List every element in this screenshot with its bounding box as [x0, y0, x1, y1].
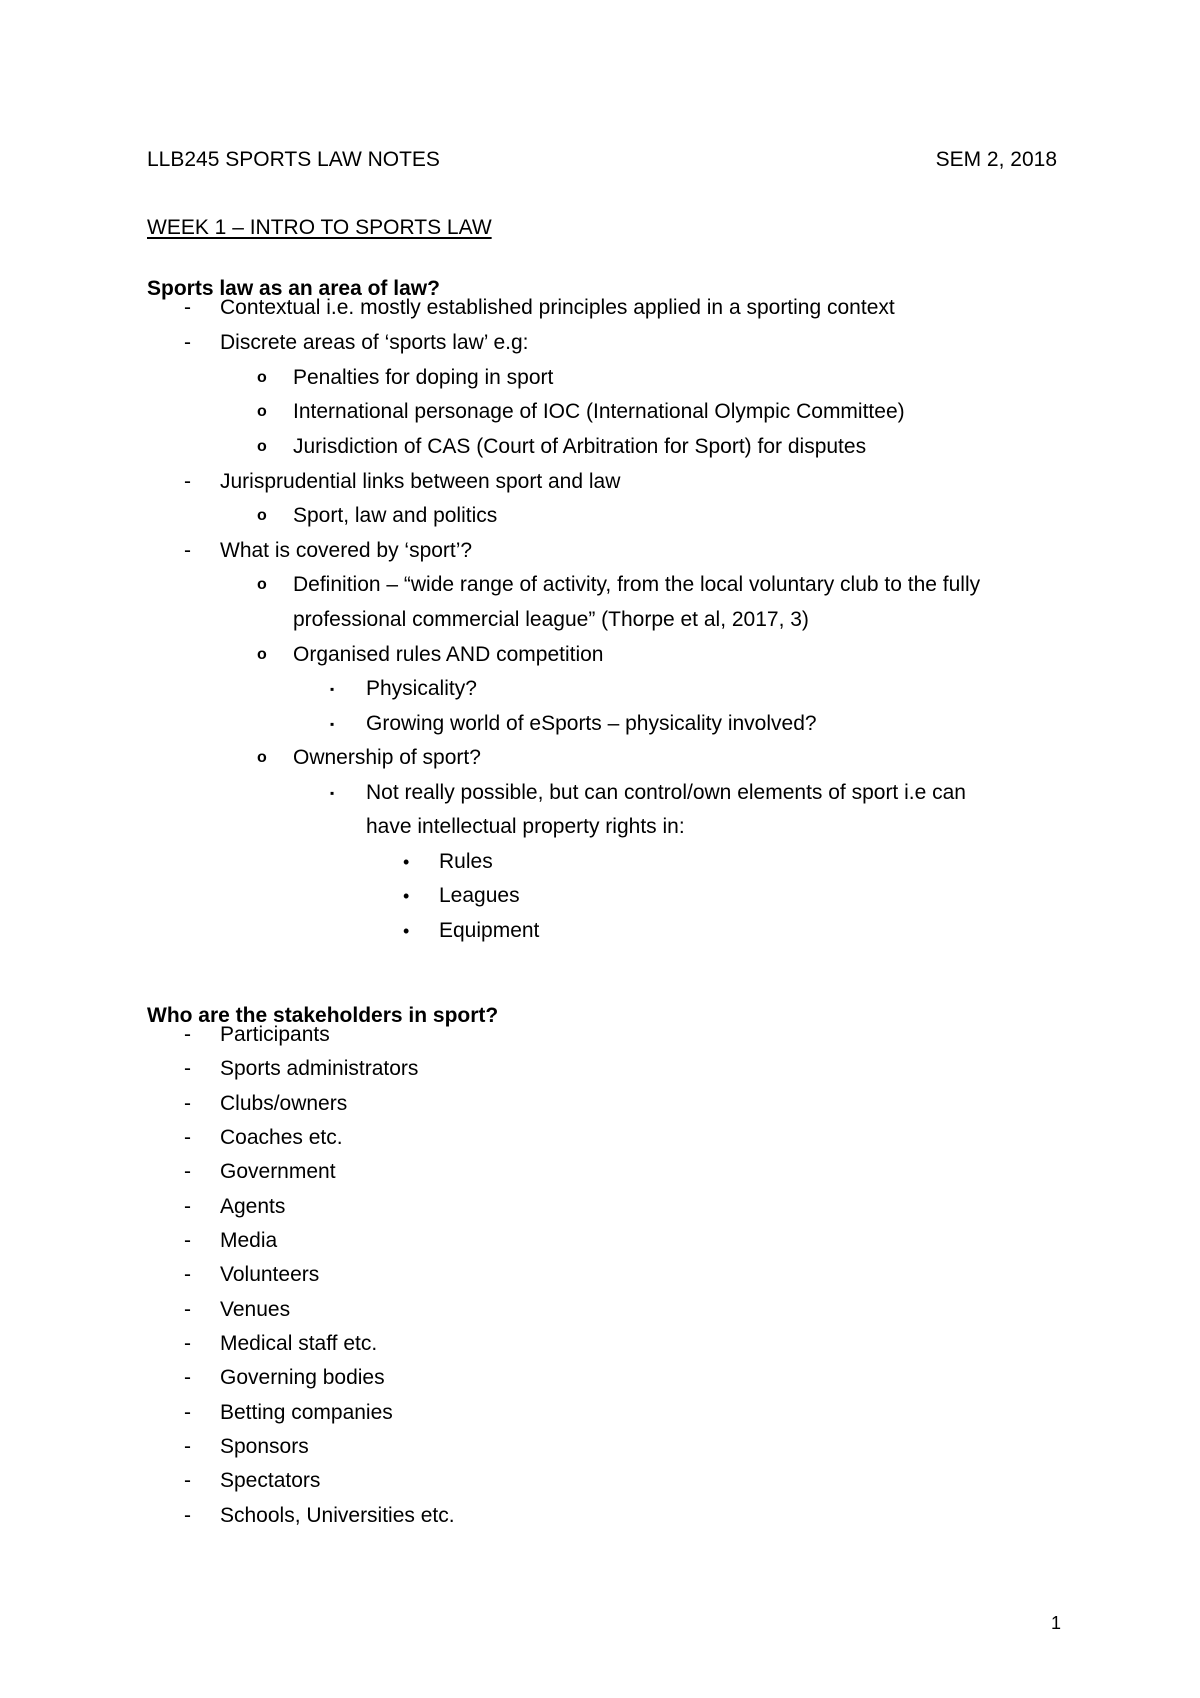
dash-bullet: -	[184, 1023, 191, 1046]
list-item: - Sports administrators	[0, 1055, 1200, 1083]
list-item: o Jurisdiction of CAS (Court of Arbitration for Sport) for disputes	[0, 433, 1200, 461]
list-item: - Schools, Universities etc.	[0, 1502, 1200, 1530]
section-heading: Who are the stakeholders in sport?	[147, 1004, 499, 1027]
list-item: - What is covered by ‘sport’?	[0, 537, 1200, 565]
list-item: o Penalties for doping in sport	[0, 364, 1200, 392]
list-item: - Discrete areas of ‘sports law’ e.g:	[0, 329, 1200, 357]
dash-bullet: -	[184, 1057, 191, 1080]
circle-bullet: o	[257, 438, 267, 455]
dot-bullet: •	[403, 886, 410, 906]
dash-bullet: -	[184, 1229, 191, 1252]
list-item: - Spectators	[0, 1467, 1200, 1495]
square-bullet: ▪	[330, 786, 335, 800]
dot-bullet: •	[403, 852, 410, 872]
dot-bullet: •	[403, 921, 410, 941]
dash-bullet: -	[184, 1401, 191, 1424]
list-item: - Volunteers	[0, 1261, 1200, 1289]
list-item: ▪ Not really possible, but can control/own elements of sport i.e can	[0, 779, 1200, 807]
list-item: - Medical staff etc.	[0, 1330, 1200, 1358]
list-item: • Rules	[0, 848, 1200, 876]
list-item: - Participants	[0, 1021, 1200, 1049]
dash-bullet: -	[184, 1160, 191, 1183]
dash-bullet: -	[184, 1366, 191, 1389]
page-number: 1	[1051, 1613, 1062, 1633]
circle-bullet: o	[257, 369, 267, 386]
list-item: • Leagues	[0, 882, 1200, 910]
course-title: LLB245 SPORTS LAW NOTES	[147, 148, 440, 171]
section-heading: Sports law as an area of law?	[147, 277, 440, 300]
circle-bullet: o	[257, 576, 267, 593]
list-item: ▪ Growing world of eSports – physicality involved?	[0, 710, 1200, 738]
list-item: - Governing bodies	[0, 1364, 1200, 1392]
list-item: o Sport, law and politics	[0, 502, 1200, 530]
page-header	[147, 148, 1057, 176]
dash-bullet: -	[184, 1332, 191, 1355]
list-item: - Sponsors	[0, 1433, 1200, 1461]
circle-bullet: o	[257, 403, 267, 420]
semester-label: SEM 2, 2018	[935, 148, 1057, 171]
square-bullet: ▪	[330, 682, 335, 696]
dash-bullet: -	[184, 1435, 191, 1458]
list-item: - Coaches etc.	[0, 1124, 1200, 1152]
dash-bullet: -	[184, 470, 191, 493]
list-item: o International personage of IOC (International Olympic Committee)	[0, 398, 1200, 426]
dash-bullet: -	[184, 1263, 191, 1286]
list-item: ▪ Physicality?	[0, 675, 1200, 703]
dash-bullet: -	[184, 296, 191, 319]
dash-bullet: -	[184, 1126, 191, 1149]
dash-bullet: -	[184, 1469, 191, 1492]
circle-bullet: o	[257, 646, 267, 663]
dash-bullet: -	[184, 1504, 191, 1527]
list-item: - Venues	[0, 1296, 1200, 1324]
list-item: o Definition – “wide range of activity, from the local voluntary club to the fully	[0, 571, 1200, 599]
circle-bullet: o	[257, 749, 267, 766]
list-item-continuation: professional commercial league” (Thorpe et al, 2017, 3)	[293, 608, 809, 631]
list-item: - Contextual i.e. mostly established principles applied in a sporting context	[0, 294, 1200, 322]
dash-bullet: -	[184, 331, 191, 354]
list-item: - Clubs/owners	[0, 1090, 1200, 1118]
list-item: o Ownership of sport?	[0, 744, 1200, 772]
dash-bullet: -	[184, 1195, 191, 1218]
dash-bullet: -	[184, 539, 191, 562]
list-item: o Organised rules AND competition	[0, 641, 1200, 669]
list-item: • Equipment	[0, 917, 1200, 945]
dash-bullet: -	[184, 1092, 191, 1115]
square-bullet: ▪	[330, 717, 335, 731]
list-item: - Jurisprudential links between sport and law	[0, 468, 1200, 496]
list-item: - Government	[0, 1158, 1200, 1186]
list-item-continuation: have intellectual property rights in:	[366, 815, 685, 838]
list-item: - Betting companies	[0, 1399, 1200, 1427]
week-title: WEEK 1 – INTRO TO SPORTS LAW	[147, 216, 492, 239]
list-item: - Agents	[0, 1193, 1200, 1221]
list-item: - Media	[0, 1227, 1200, 1255]
circle-bullet: o	[257, 507, 267, 524]
dash-bullet: -	[184, 1298, 191, 1321]
